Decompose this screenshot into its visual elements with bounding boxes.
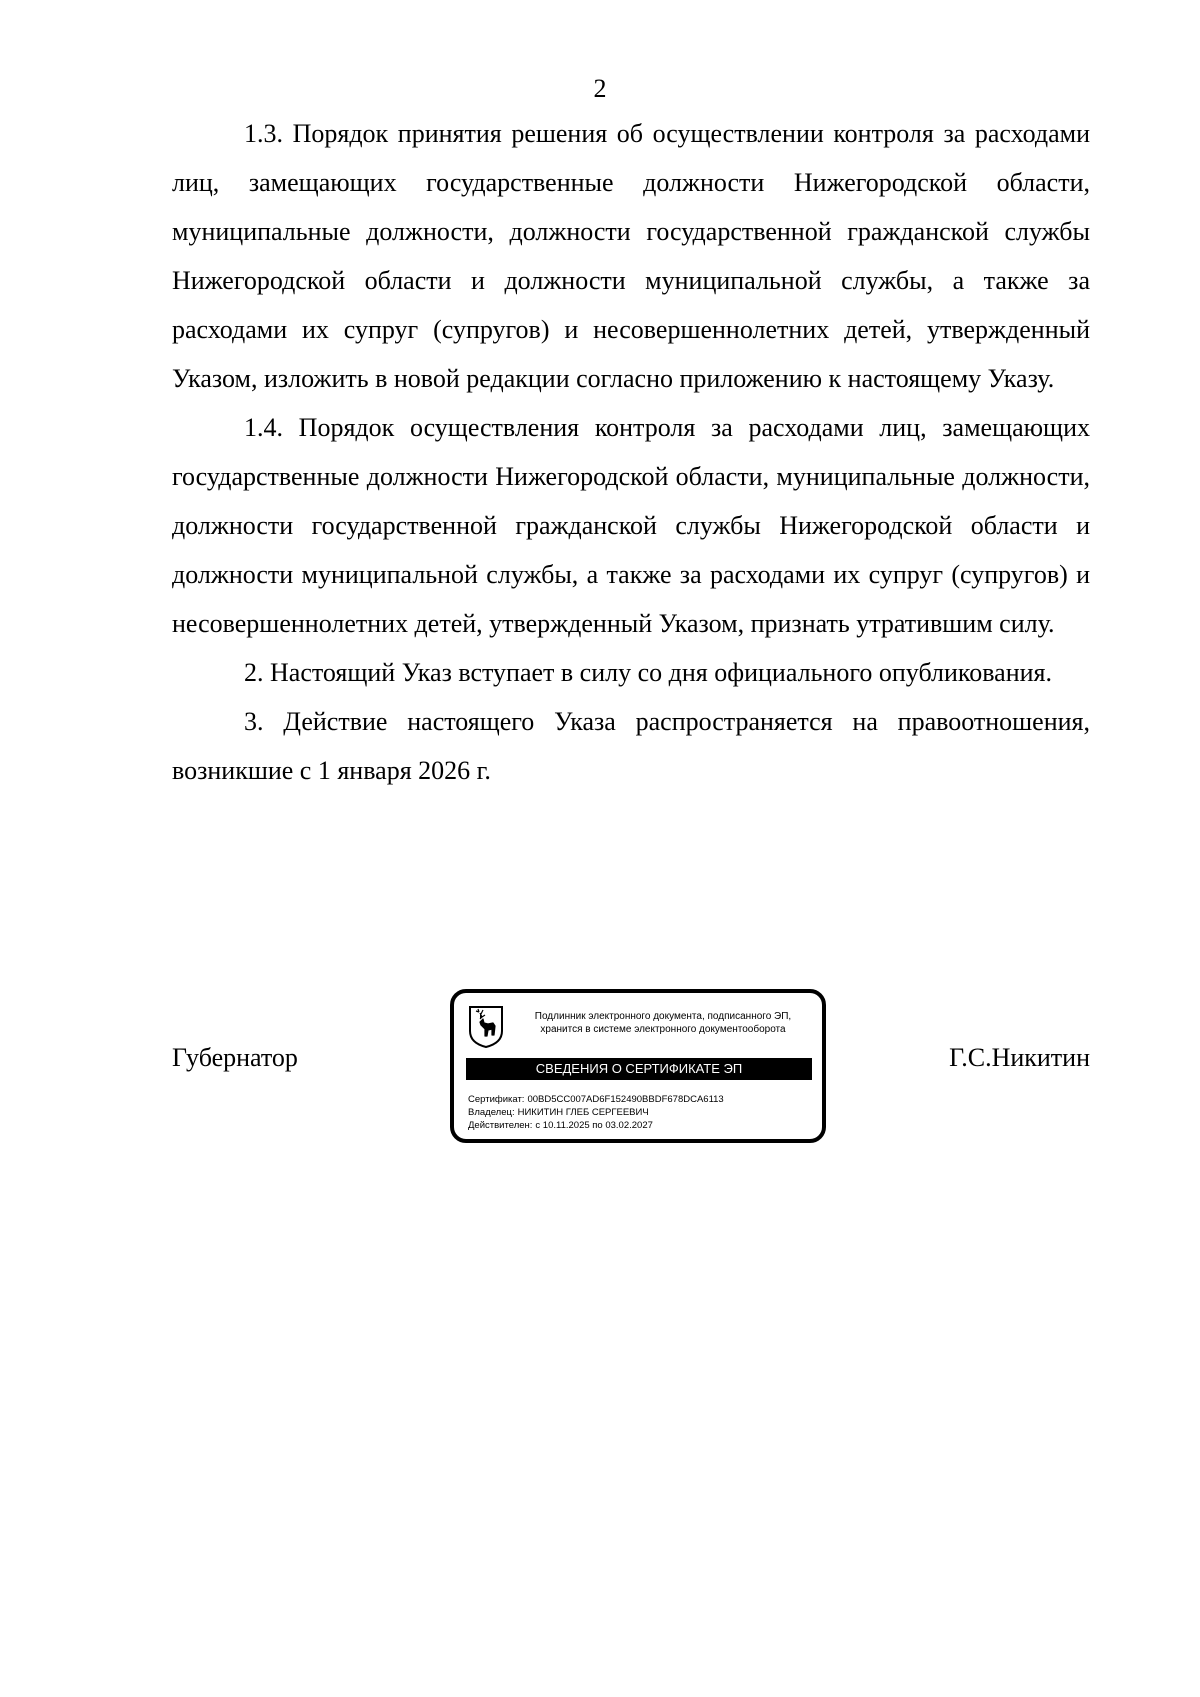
stamp-header: [514, 1010, 812, 1036]
stamp-header-line-1: Подлинник электронного документа, подписанного ЭП,: [534, 1011, 792, 1022]
signature-block: [172, 989, 1090, 1149]
stamp-header-line-2: хранится в системе электронного документооборота: [540, 1024, 786, 1035]
owner-value: НИКИТИН ГЛЕБ СЕРГЕЕВИЧ: [517, 1107, 649, 1118]
paragraph-1-3: 1.3. Порядок принятия решения об осуществлении контроля за расходами лиц, замещающих государственные должности Нижегородской области, муниципальные должности, должности государственной гражданской службы Нижегородской области и должности муниципальной службы, а также за расходами их супруг (супругов) и несовершеннолетних детей, утвержденный Указом, изложить в новой редакции согласно приложению к настоящему Указу.: [172, 119, 1090, 393]
document-body: [172, 109, 1090, 795]
paragraph-1-4: 1.4. Порядок осуществления контроля за расходами лиц, замещающих государственные должности Нижегородской области, муниципальные должности, должности государственной гражданской службы Нижегородской области и должности муниципальной службы, а также за расходами их супруг (супругов) и несовершеннолетних детей, утвержденный Указом, признать утратившим силу.: [172, 413, 1090, 638]
signer-name: Г.С.Никитин: [949, 1043, 1090, 1072]
validity-value: с 10.11.2025 по 03.02.2027: [535, 1120, 653, 1131]
deer-emblem-icon: [468, 1005, 504, 1049]
signer-title: Губернатор: [172, 1043, 298, 1072]
owner-label: Владелец:: [468, 1107, 515, 1118]
paragraph-3: 3. Действие настоящего Указа распространяется на правоотношения, возникшие с 1 января 2026 г.: [172, 707, 1090, 785]
validity-line: [468, 1119, 724, 1132]
certificate-line: [468, 1093, 724, 1106]
paragraph-2: 2. Настоящий Указ вступает в силу со дня официального опубликования.: [244, 658, 1052, 687]
certificate-details: [468, 1093, 724, 1132]
certificate-value: 00BD5CC007AD6F152490BBDF678DCA6113: [527, 1094, 724, 1105]
certificate-info-bar: СВЕДЕНИЯ О СЕРТИФИКАТЕ ЭП: [466, 1058, 812, 1080]
page-number: 2: [593, 74, 607, 103]
electronic-signature-stamp: [450, 989, 826, 1143]
validity-label: Действителен:: [468, 1120, 533, 1131]
owner-line: [468, 1106, 724, 1119]
certificate-label: Сертификат:: [468, 1094, 525, 1105]
